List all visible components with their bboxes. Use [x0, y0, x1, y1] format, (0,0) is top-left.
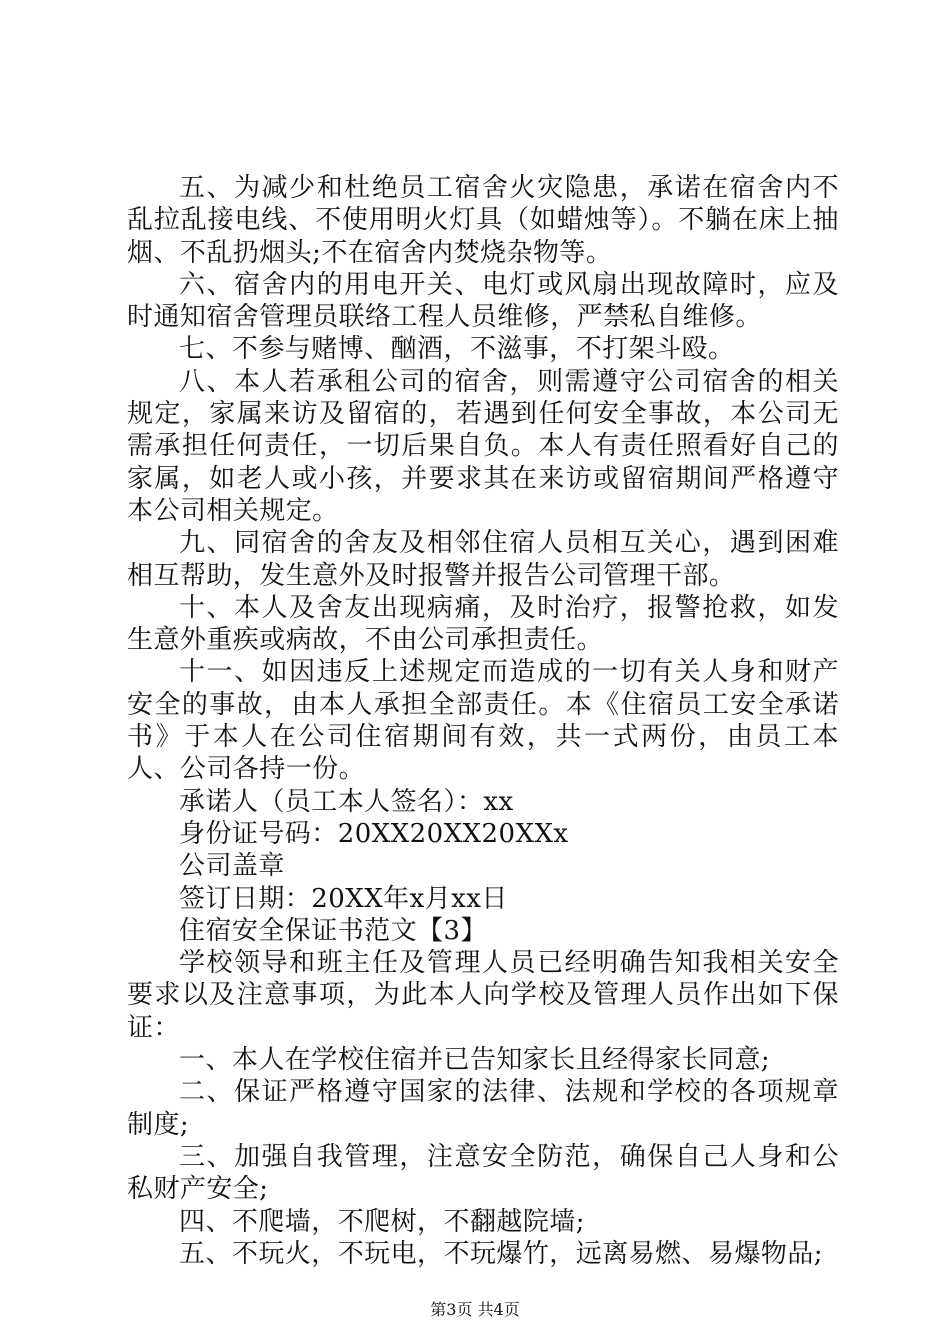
document-body [127, 172, 839, 1270]
paragraph-rule-6: 六、宿舍内的用电开关、电灯或风扇出现故障时，应及时通知宿舍管理员联络工程人员维修，严禁私自维修。 [127, 269, 839, 333]
paragraph-pledge-4: 四、不爬墙，不爬树，不翻越院墙; [179, 1206, 585, 1237]
signature-line: 承诺人（员工本人签名）：xx [179, 786, 514, 817]
paragraph-rule-5: 五、为减少和杜绝员工宿舍火灾隐患，承诺在宿舍内不乱拉乱接电线、不使用明火灯具（如蜡烛等）。不躺在床上抽烟、不乱扔烟头;不在宿舍内焚烧杂物等。 [127, 173, 839, 268]
paragraph-rule-10: 十、本人及舍友出现病痛，及时治疗，报警抢救，如发生意外重疾或病故，不由公司承担责任。 [127, 592, 839, 656]
section-title: 住宿安全保证书范文【3】 [179, 915, 487, 946]
paragraph-pledge-2: 二、保证严格遵守国家的法律、法规和学校的各项规章制度; [127, 1077, 839, 1140]
paragraph-pledge-1: 一、本人在学校住宿并已告知家长且经得家长同意; [179, 1045, 771, 1076]
page-number-footer: 第3页 共4页 [430, 1300, 520, 1319]
paragraph-intro: 学校领导和班主任及管理人员已经明确告知我相关安全要求以及注意事项，为此本人向学校及管理人员作出如下保证： [127, 948, 839, 1043]
paragraph-pledge-3: 三、加强自我管理，注意安全防范，确保自己人身和公私财产安全; [127, 1141, 839, 1205]
paragraph-rule-9: 九、同宿舍的舍友及相邻住宿人员相互关心，遇到困难相互帮助，发生意外及时报警并报告公司管理干部。 [127, 528, 839, 591]
paragraph-rule-7: 七、不参与赌博、酗酒，不滋事，不打架斗殴。 [179, 334, 735, 365]
signing-date-line: 签订日期：20XX年x月xx日 [179, 883, 508, 914]
paragraph-rule-11: 十一、如因违反上述规定而造成的一切有关人身和财产安全的事故，由本人承担全部责任。本《住宿员工安全承诺书》于本人在公司住宿期间有效，共一式两份，由员工本人、公司各持一份。 [127, 657, 839, 785]
id-number-line: 身份证号码：20XX20XX20XXx [179, 818, 569, 849]
paragraph-rule-8: 八、本人若承租公司的宿舍，则需遵守公司宿舍的相关规定，家属来访及留宿的，若遇到任何安全事故，本公司无需承担任何责任，一切后果自负。本人有责任照看好自己的家属，如老人或小孩，并要求其在来访或留宿期间严格遵守本公司相关规定。 [127, 366, 839, 526]
paragraph-pledge-5: 五、不玩火，不玩电，不玩爆竹，远离易燃、易爆物品; [179, 1238, 824, 1269]
company-seal-line: 公司盖章 [179, 851, 285, 882]
